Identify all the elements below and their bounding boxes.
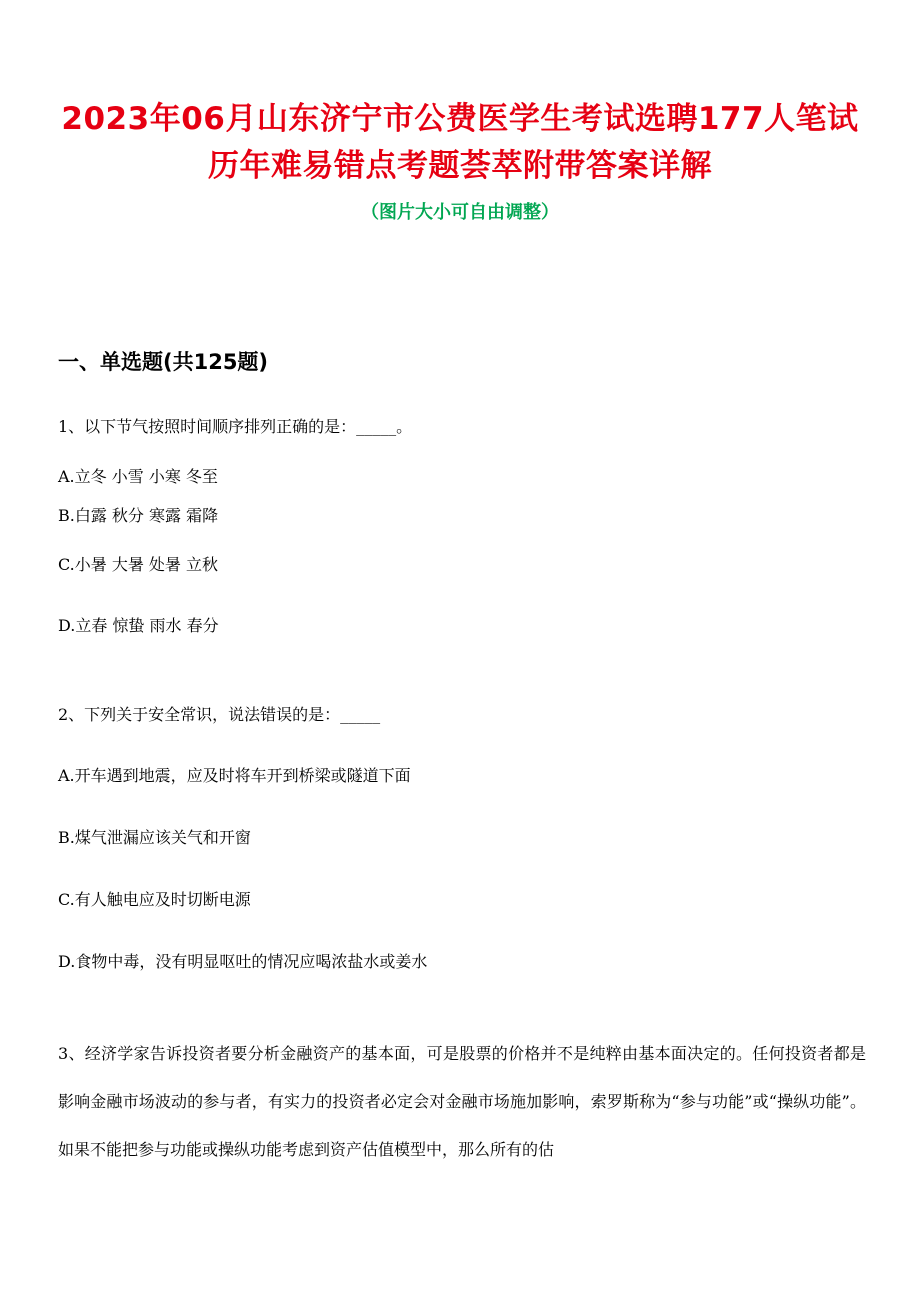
section-heading: 一、单选题(共125题) — [58, 350, 269, 374]
question-3-stem: 3、经济学家告诉投资者要分析金融资产的基本面，可是股票的价格并不是纯粹由基本面决定的。任何投资者都是影响金融市场波动的参与者，有实力的投资者必定会对金融市场施加影响，索罗斯称为“参与功能”或“操纵功能”。如果不能把参与功能或操纵功能考虑到资产估值模型中，那么所有的估 — [58, 1044, 866, 1159]
question-1-option-d: D.立春 惊蛰 雨水 春分 — [58, 616, 219, 635]
document-title-line2: 历年难易错点考题荟萃附带答案详解 — [208, 148, 712, 184]
question-1-stem: 1、以下节气按照时间顺序排列正确的是：_____。 — [58, 417, 413, 436]
question-2-stem: 2、下列关于安全常识，说法错误的是：_____ — [58, 705, 381, 724]
question-1-option-b: B.白露 秋分 寒露 霜降 — [58, 506, 219, 525]
question-2-option-a: A.开车遇到地震，应及时将车开到桥梁或隧道下面 — [58, 766, 411, 785]
question-2-option-d: D.食物中毒，没有明显呕吐的情况应喝浓盐水或姜水 — [58, 952, 428, 971]
document-subtitle: （图片大小可自由调整） — [361, 202, 559, 223]
question-1-option-c: C.小暑 大暑 处暑 立秋 — [58, 555, 219, 574]
document-title-line1: 2023年06月山东济宁市公费医学生考试选聘177人笔试 — [61, 101, 859, 137]
question-2-option-b: B.煤气泄漏应该关气和开窗 — [58, 828, 251, 847]
question-1-option-a: A.立冬 小雪 小寒 冬至 — [58, 467, 218, 486]
question-2-option-c: C.有人触电应及时切断电源 — [58, 890, 251, 909]
